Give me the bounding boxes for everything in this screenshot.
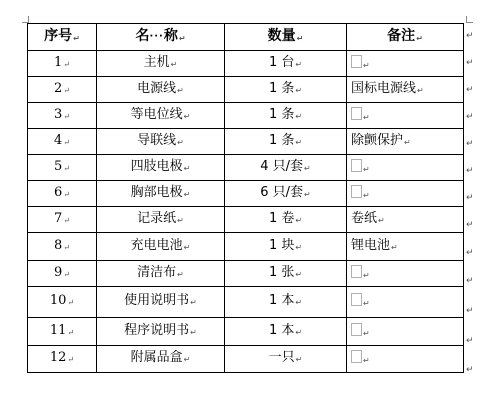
cell-end-mark: ↵ (63, 189, 70, 199)
row-note: 除颤保护↵ (347, 129, 464, 155)
row-end-mark: ↵ (466, 166, 474, 176)
checkbox-placeholder-icon (351, 265, 362, 278)
row-note: 国标电源线↵ (347, 77, 464, 103)
table-row (28, 287, 464, 318)
cell-end-mark: ↵ (177, 215, 184, 225)
row-note (347, 287, 464, 318)
cell-end-mark: ↵ (363, 356, 370, 365)
cell-end-mark: ↵ (177, 269, 184, 279)
cell-end-mark: ↵ (73, 33, 80, 43)
row-no: 4↵ (28, 129, 97, 155)
row-end-mark: ↵ (466, 193, 474, 203)
table-row (28, 103, 464, 129)
cell-end-mark: ↵ (63, 85, 70, 95)
row-no: 9↵ (28, 261, 97, 287)
cell-end-mark: ↵ (170, 59, 178, 69)
row-note (347, 51, 464, 77)
corner-mark-top-left (22, 16, 29, 23)
cell-end-mark: ↵ (295, 269, 303, 279)
cell-end-mark: ↵ (378, 215, 385, 225)
table-row (28, 207, 464, 233)
cell-end-mark: ↵ (63, 137, 70, 147)
row-name: 附属品盒↵ (97, 346, 225, 373)
row-end-mark: ↵ (466, 85, 474, 95)
checkbox-placeholder-icon (351, 323, 362, 336)
cell-end-mark: ↵ (183, 163, 191, 173)
row-name: 等电位线↵ (97, 103, 225, 129)
table-row (28, 181, 464, 207)
cell-end-mark: ↵ (417, 85, 424, 95)
cell-end-mark: ↵ (295, 85, 303, 95)
cell-end-mark: ↵ (363, 328, 370, 338)
table-row (28, 155, 464, 181)
row-name: 主机↵ (97, 51, 225, 77)
row-name: 程序说明书↵ (97, 318, 225, 346)
table-row (28, 129, 464, 155)
row-qty: 6 只/套↵ (225, 181, 347, 207)
row-name: 四肢电极↵ (97, 155, 225, 181)
row-name: 记录纸↵ (97, 207, 225, 233)
cell-end-mark: ↵ (295, 59, 303, 69)
row-no: 7↵ (28, 207, 97, 233)
cell-end-mark: ↵ (183, 189, 191, 199)
cell-end-mark: ↵ (63, 242, 70, 252)
corner-mark-top-right (466, 16, 473, 23)
cell-end-mark: ↵ (67, 355, 75, 364)
row-qty: 1 条↵ (225, 103, 347, 129)
checkbox-placeholder-icon (351, 55, 362, 68)
row-name: 充电电池↵ (97, 233, 225, 261)
header-qty: 数量↵ (225, 24, 347, 51)
cell-end-mark: ↵ (391, 242, 398, 252)
cell-end-mark: ↵ (295, 215, 303, 225)
row-name: 导联线↵ (97, 129, 225, 155)
cell-end-mark: ↵ (67, 298, 75, 307)
cell-end-mark: ↵ (183, 242, 191, 252)
accessory-table (27, 23, 464, 373)
row-end-mark: ↵ (466, 58, 474, 68)
checkbox-placeholder-icon (351, 185, 362, 198)
checkbox-placeholder-icon (351, 350, 362, 363)
cell-end-mark: ↵ (190, 327, 197, 337)
row-qty: 1 块↵ (225, 233, 347, 261)
row-no: 5↵ (28, 155, 97, 181)
cell-end-mark: ↵ (178, 33, 186, 43)
cell-end-mark: ↵ (177, 137, 184, 147)
header-no: 序号↵ (28, 24, 97, 51)
row-name: 电源线↵ (97, 77, 225, 103)
cell-end-mark: ↵ (363, 190, 370, 200)
cell-end-mark: ↵ (63, 215, 70, 225)
row-note (347, 346, 464, 373)
header-name: 名···称↵ (97, 24, 225, 51)
row-name: 清洁布↵ (97, 261, 225, 287)
checkbox-placeholder-icon (351, 293, 362, 306)
row-note: 锂电池↵ (347, 233, 464, 261)
row-end-mark: ↵ (466, 365, 474, 375)
row-name: 胸部电极↵ (97, 181, 225, 207)
table-row (28, 318, 464, 346)
cell-end-mark: ↵ (363, 112, 370, 122)
row-qty: 1 本↵ (225, 318, 347, 346)
cell-end-mark: ↵ (295, 111, 303, 121)
row-no: 12↵ (28, 346, 97, 373)
cell-end-mark: ↵ (63, 111, 70, 121)
table-row (28, 51, 464, 77)
cell-end-mark: ↵ (177, 85, 184, 95)
cell-end-mark: ↵ (304, 189, 311, 199)
table-header-row (28, 24, 464, 51)
row-no: 11↵ (28, 318, 97, 346)
cell-end-mark: ↵ (295, 327, 303, 337)
checkbox-placeholder-icon (351, 107, 362, 120)
row-qty: 一只↵ (225, 346, 347, 373)
row-end-mark: ↵ (466, 112, 474, 122)
row-qty: 1 卷↵ (225, 207, 347, 233)
cell-end-mark: ↵ (363, 270, 370, 280)
row-end-mark: ↵ (466, 248, 474, 258)
cell-end-mark: ↵ (296, 33, 304, 43)
row-qty: 4 只/套↵ (225, 155, 347, 181)
row-name: 使用说明书↵ (97, 287, 225, 318)
row-note (347, 318, 464, 346)
cell-end-mark: ↵ (63, 269, 70, 279)
cell-end-mark: ↵ (295, 242, 303, 252)
row-end-mark: ↵ (466, 336, 474, 346)
row-note (347, 181, 464, 207)
cell-end-mark: ↵ (363, 164, 370, 174)
cell-end-mark: ↵ (363, 299, 370, 308)
row-end-mark: ↵ (466, 276, 474, 286)
table-row (28, 77, 464, 103)
row-no: 6↵ (28, 181, 97, 207)
row-no: 10↵ (28, 287, 97, 318)
row-end-mark: ↵ (466, 220, 474, 230)
cell-end-mark: ↵ (304, 163, 311, 173)
cell-end-mark: ↵ (63, 163, 70, 173)
cell-end-mark: ↵ (183, 111, 191, 121)
row-qty: 1 条↵ (225, 77, 347, 103)
row-note (347, 103, 464, 129)
cell-end-mark: ↵ (183, 355, 191, 364)
row-note (347, 261, 464, 287)
table-row (28, 346, 464, 373)
cell-end-mark: ↵ (295, 355, 303, 364)
row-end-mark: ↵ (466, 139, 474, 149)
checkbox-placeholder-icon (351, 159, 362, 172)
table-row (28, 261, 464, 287)
cell-end-mark: ↵ (363, 60, 370, 70)
cell-end-mark: ↵ (190, 298, 197, 307)
row-end-mark: ↵ (466, 31, 474, 41)
row-no: 3↵ (28, 103, 97, 129)
row-qty: 1 本↵ (225, 287, 347, 318)
row-note (347, 155, 464, 181)
cell-end-mark: ↵ (295, 298, 303, 307)
row-qty: 1 张↵ (225, 261, 347, 287)
cell-end-mark: ↵ (295, 137, 303, 147)
row-note: 卷纸↵ (347, 207, 464, 233)
row-no: 1↵ (28, 51, 97, 77)
cell-end-mark: ↵ (67, 327, 75, 337)
cell-end-mark: ↵ (416, 33, 423, 43)
row-qty: 1 条↵ (225, 129, 347, 155)
cell-end-mark: ↵ (63, 59, 70, 69)
table-row (28, 233, 464, 261)
row-qty: 1 台↵ (225, 51, 347, 77)
row-end-mark: ↵ (466, 306, 474, 316)
cell-end-mark: ↵ (404, 137, 411, 147)
row-no: 2↵ (28, 77, 97, 103)
row-no: 8↵ (28, 233, 97, 261)
header-note: 备注↵ (347, 24, 464, 51)
